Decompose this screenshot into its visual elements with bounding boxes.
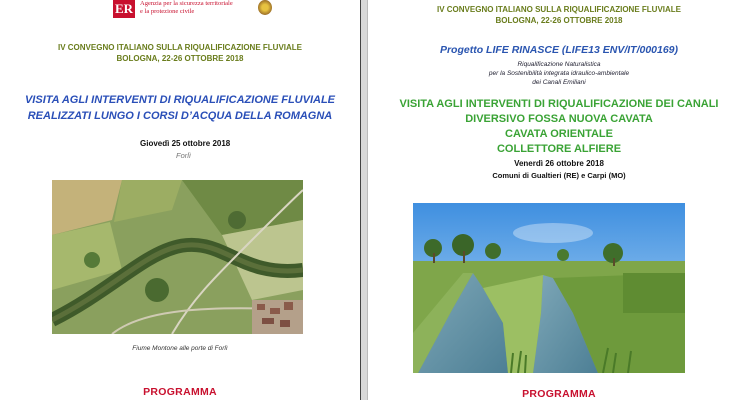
civil-protection-emblem-icon <box>258 0 272 15</box>
conference-line-2: BOLOGNA, 22-26 OTTOBRE 2018 <box>116 54 244 63</box>
conference-line-2: BOLOGNA, 22-26 OTTOBRE 2018 <box>495 16 623 25</box>
program-heading: PROGRAMMA <box>522 388 596 400</box>
visit-title-line-1: VISITA AGLI INTERVENTI DI RIQUALIFICAZIONE DEI CANALI <box>399 98 719 110</box>
er-logo: ER <box>114 1 134 16</box>
visit-date: Giovedì 25 ottobre 2018 <box>140 139 231 148</box>
project-subtitle-line-3: dei Canali Emiliani <box>532 79 586 86</box>
canal-photo <box>413 203 685 373</box>
visit-title-line-2: DIVERSIVO FOSSA NUOVA CAVATA <box>465 113 653 125</box>
visit-comuni: Comuni di Gualtieri (RE) e Carpi (MO) <box>492 171 626 180</box>
project-subtitle <box>368 60 750 87</box>
project-subtitle-line-1: Riqualificazione Naturalistica <box>517 61 601 68</box>
visit-title-line-4: COLLETTORE ALFIERE <box>496 143 622 155</box>
project-subtitle-line-2: per la Sostenibilità integrata idraulico-ambientale <box>488 70 630 77</box>
agency-line-1: Agenzia per la sicurezza territoriale <box>140 0 233 7</box>
program-heading: PROGRAMMA <box>143 386 217 398</box>
aerial-photo <box>52 180 303 334</box>
visit-title-line-3: CAVATA ORIENTALE <box>505 128 613 140</box>
conference-line-1: IV CONVEGNO ITALIANO SULLA RIQUALIFICAZIONE FLUVIALE <box>58 43 302 52</box>
conference-title <box>0 42 360 64</box>
canal-photo-image <box>413 203 685 373</box>
visit-date: Venerdì 26 ottobre 2018 <box>514 159 604 168</box>
photo-caption: Fiume Montone alle porte di Forlì <box>132 345 228 352</box>
visit-title <box>0 92 360 124</box>
conference-line-1: IV CONVEGNO ITALIANO SULLA RIQUALIFICAZIONE FLUVIALE <box>437 5 681 14</box>
visit-title-line-1: VISITA AGLI INTERVENTI DI RIQUALIFICAZIONE FLUVIALE <box>24 94 336 106</box>
agency-name <box>140 0 233 16</box>
visit-title-line-2: REALIZZATI LUNGO I CORSI D’ACQUA DELLA ROMAGNA <box>27 110 333 122</box>
agency-line-2: e la protezione civile <box>140 8 195 15</box>
conference-title <box>368 4 750 26</box>
right-document-page <box>368 0 750 400</box>
page-divider <box>360 0 368 400</box>
visit-title <box>368 97 750 157</box>
visit-place: Forlì <box>176 151 191 160</box>
project-title: Progetto LIFE RINASCE (LIFE13 ENV/IT/000169) <box>439 44 679 56</box>
aerial-photo-image <box>52 180 303 334</box>
left-document-page <box>0 0 360 400</box>
